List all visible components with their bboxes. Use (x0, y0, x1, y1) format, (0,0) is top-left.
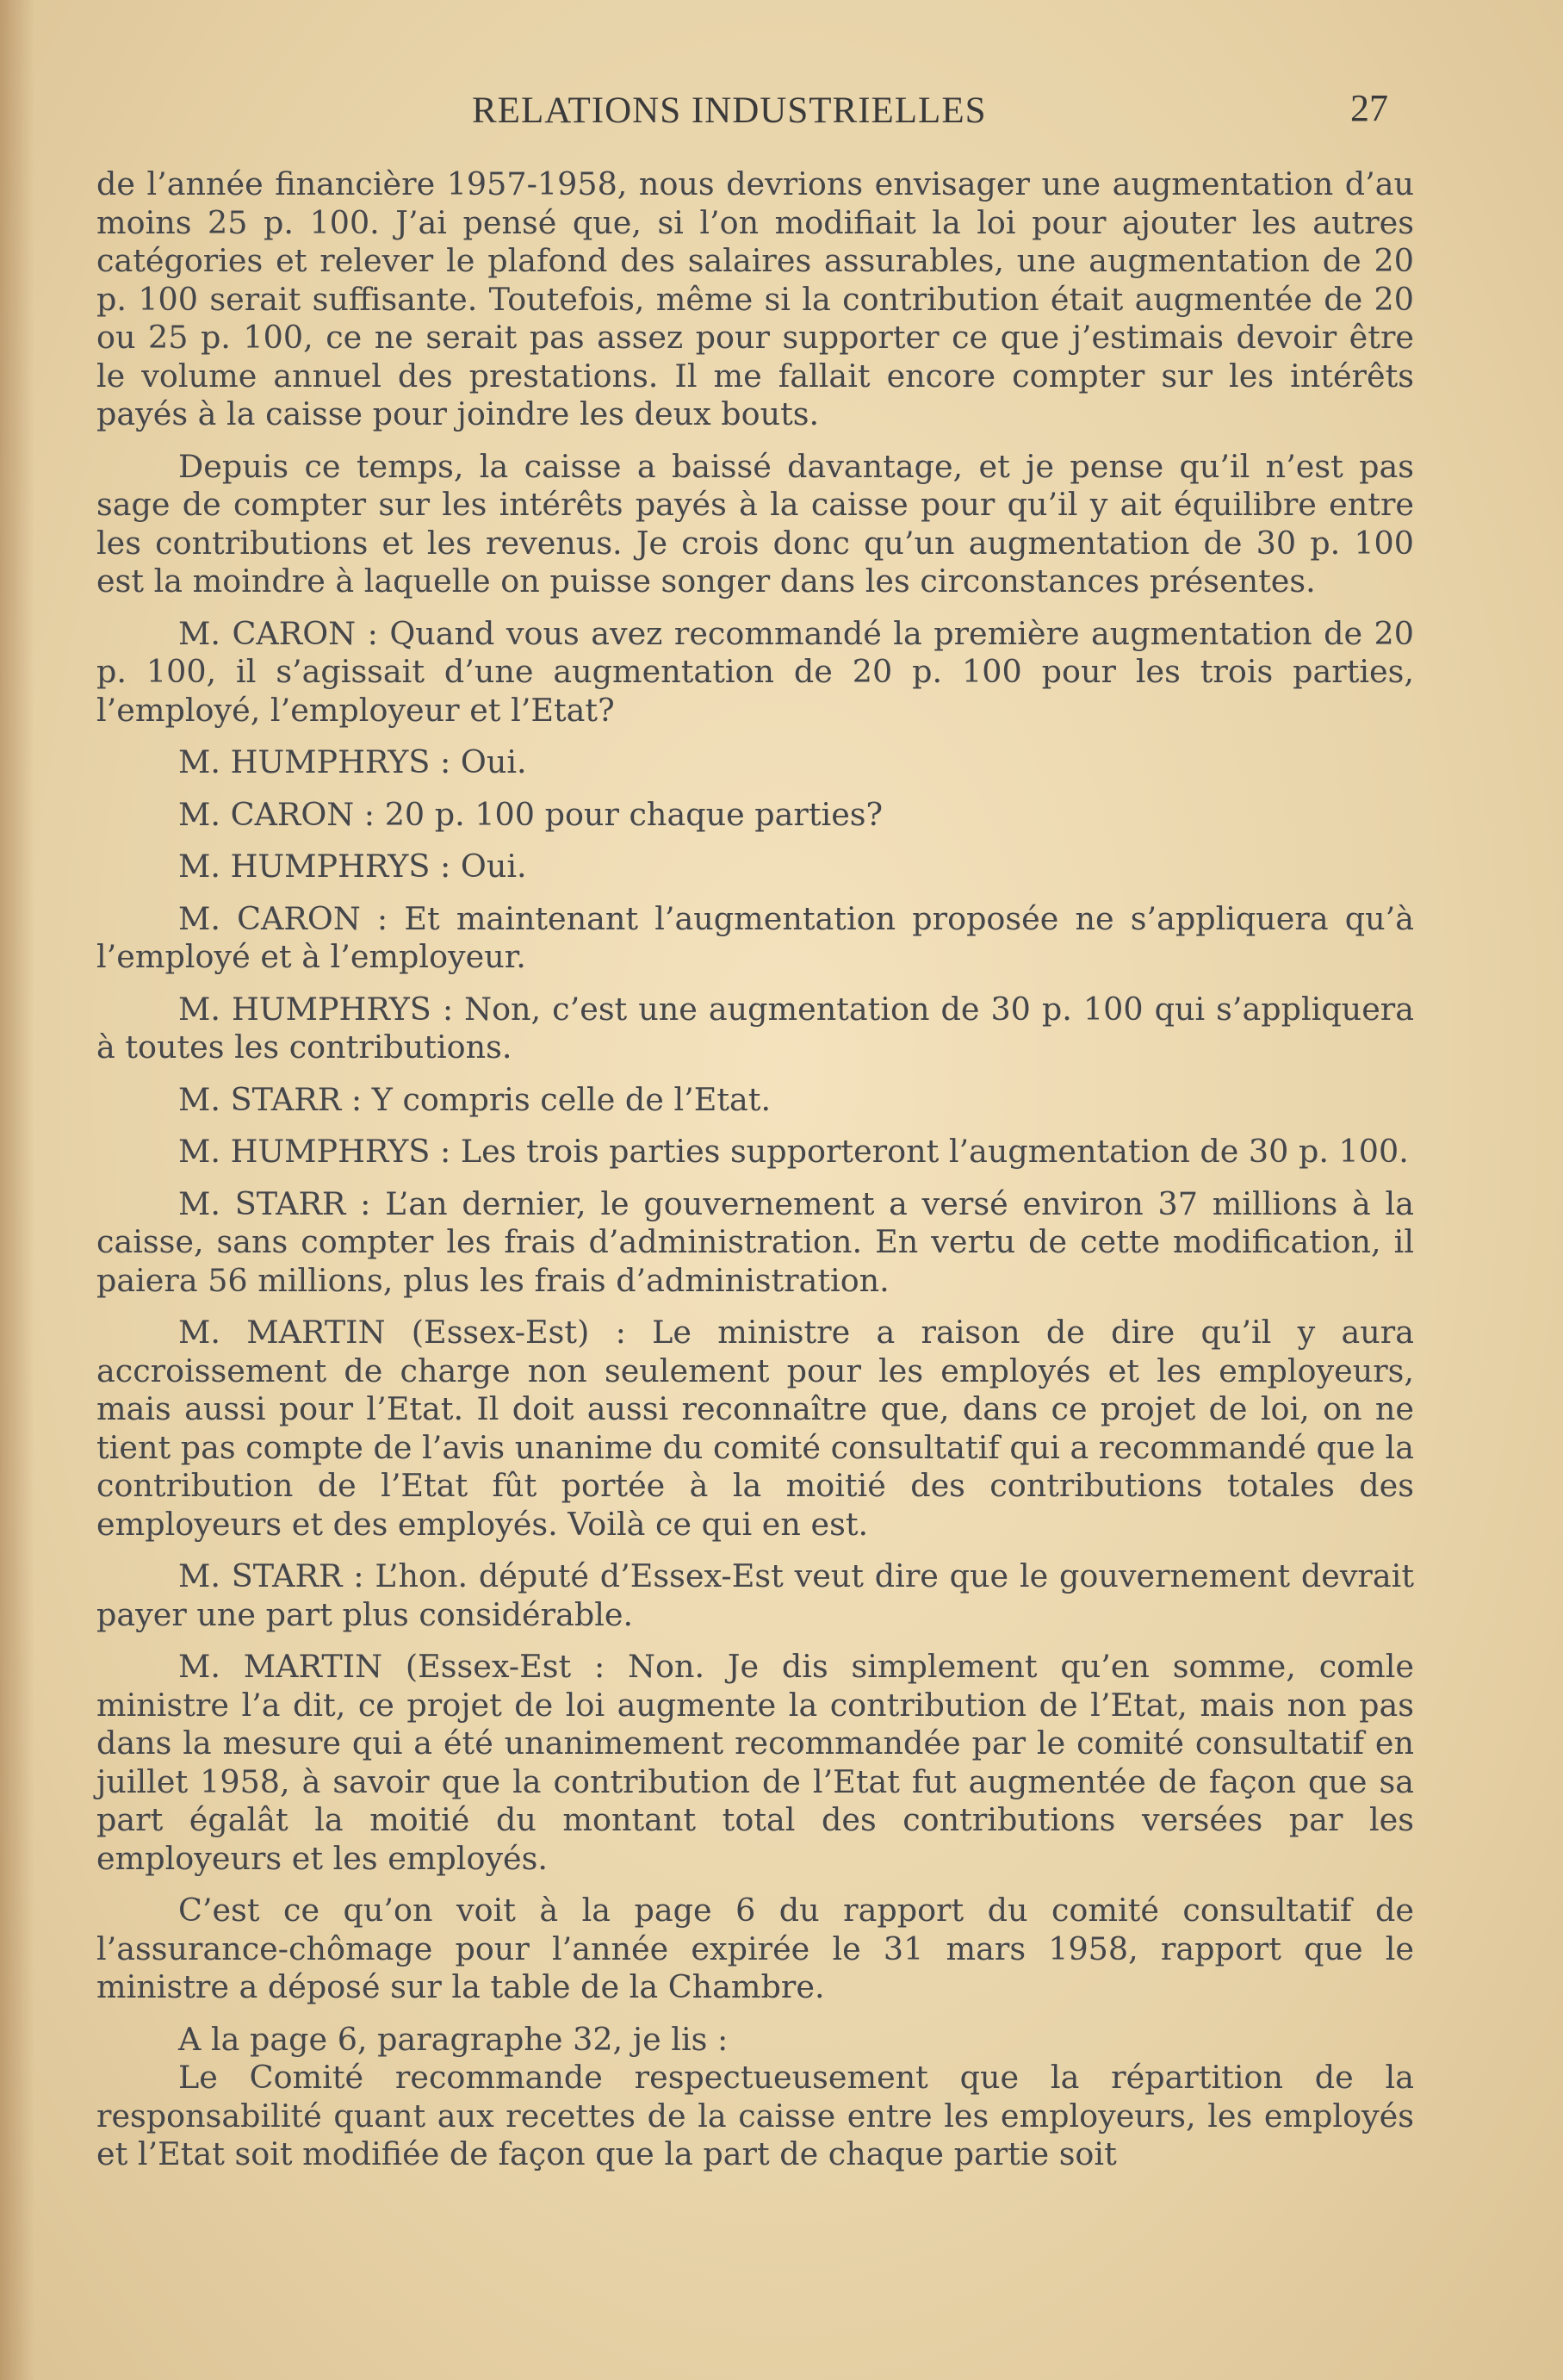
dialogue-paragraph: M. CARON : 20 p. 100 pour chaque parties? (178, 795, 884, 833)
dialogue-paragraph: M. MARTIN (Essex-Est : Non. Je dis simplement qu’en somme, comle ministre l’a dit, ce projet de loi augmente la contribution de l’Etat, mais non pas dans la mesure qui a été unanimement recommandée par le comité consultatif en juillet 1958, à savoir que la contribution de l’Etat fut augmentée de façon que sa part égalât la moitié du montant total des contributions versées par les employeurs et les employés. (96, 1648, 1414, 1877)
dialogue-paragraph: M. HUMPHRYS : Les trois parties supporteront l’augmentation de 30 p. 100. (178, 1133, 1409, 1170)
dialogue-paragraph: M. STARR : L’an dernier, le gouvernement a versé environ 37 millions à la caisse, sans compter les frais d’administration. En vertu de cette modification, il paiera 56 millions, plus les frais d’administration. (96, 1184, 1414, 1299)
body-text (96, 165, 1414, 2174)
paragraph: C’est ce qu’on voit à la page 6 du rapport du comité consultatif de l’assurance-chômage pour l’année expirée le 31 mars 1958, rapport que le ministre a déposé sur la table de la Chambre. (96, 1892, 1414, 2005)
paragraph: Depuis ce temps, la caisse a baissé davantage, et je pense qu’il n’est pas sage de compter sur les intérêts payés à la caisse pour qu’il y ait équilibre entre les contributions et les revenus. Je crois donc qu’un augmentation de 30 p. 100 est la moindre à laquelle on puisse songer dans les circonstances présentes. (96, 447, 1414, 600)
dialogue-paragraph: M. HUMPHRYS : Non, c’est une augmentation de 30 p. 100 qui s’appliquera à toutes les contributions. (96, 990, 1414, 1066)
paragraph-continuation: de l’année financière 1957-1958, nous devrions envisager une augmentation d’au moins 25 p. 100. J’ai pensé que, si l’on modifiait la loi pour ajouter les autres catégories et relever le plafond des salaires assurables, une augmentation de 20 p. 100 serait suffisante. Toutefois, même si la contribution était augmentée de 20 ou 25 p. 100, ce ne serait pas assez pour supporter ce que j’estimais devoir être le volume annuel des prestations. Il me fallait encore compter sur les intérêts payés à la caisse pour joindre les deux bouts. (96, 165, 1414, 432)
dialogue-paragraph: M. STARR : Y compris celle de l’Etat. (178, 1080, 772, 1118)
dialogue-paragraph: M. HUMPHRYS : Oui. (178, 743, 527, 780)
paragraph: A la page 6, paragraphe 32, je lis : (178, 2020, 729, 2058)
dialogue-paragraph: M. HUMPHRYS : Oui. (178, 848, 527, 885)
dialogue-paragraph: M. CARON : Quand vous avez recommandé la première augmentation de 20 p. 100, il s’agissait d’une augmentation de 20 p. 100 pour les trois parties, l’employé, l’employeur et l’Etat? (96, 614, 1414, 729)
dialogue-paragraph: M. STARR : L’hon. député d’Essex-Est veut dire que le gouvernement devrait payer une part plus considérable. (96, 1557, 1414, 1633)
running-title: RELATIONS INDUSTRIELLES (472, 90, 987, 131)
page-header (0, 84, 1563, 145)
page-number: 27 (1350, 87, 1388, 129)
quoted-paragraph: Le Comité recommande respectueusement que la répartition de la responsabilité quant aux recettes de la caisse entre les employeurs, les employés et l’Etat soit modifiée de façon que la part de chaque partie soit (96, 2059, 1414, 2172)
dialogue-paragraph: M. MARTIN (Essex-Est) : Le ministre a raison de dire qu’il y aura accroissement de charge non seulement pour les employés et les employeurs, mais aussi pour l’Etat. Il doit aussi reconnaître que, dans ce projet de loi, on ne tient pas compte de l’avis unanime du comité consultatif qui a recommandé que la contribution de l’Etat fût portée à la moitié des contributions totales des employeurs et des employés. Voilà ce qui en est. (96, 1314, 1414, 1543)
dialogue-paragraph: M. CARON : Et maintenant l’augmentation proposée ne s’appliquera qu’à l’employé et à l’employeur. (96, 899, 1414, 975)
